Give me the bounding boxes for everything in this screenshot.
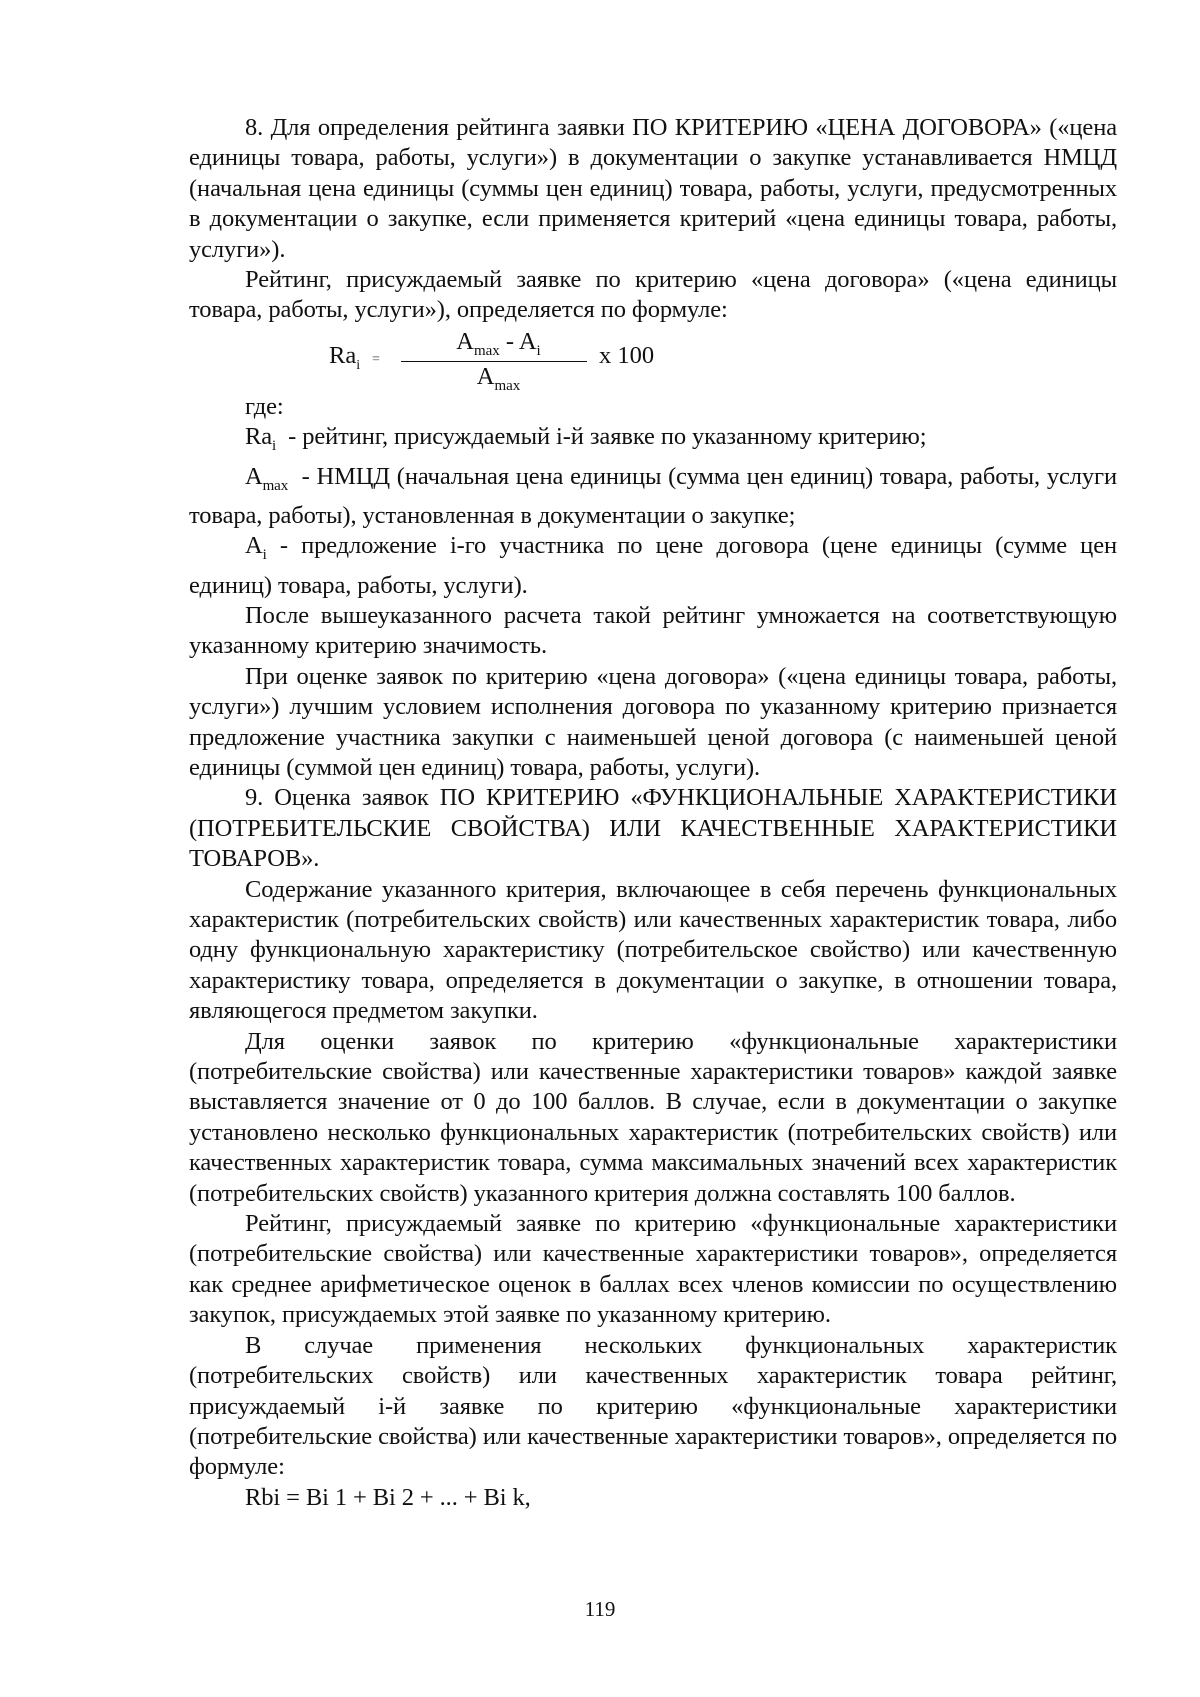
formula-lhs: $Ra_i$ — [329, 341, 361, 373]
def-rai: $Ra_i$ - рейтинг, присуждаемый i-й заявке по указанному критерию; — [245, 423, 927, 455]
fraction-bar — [401, 361, 587, 362]
formula-multiplier: x 100 — [599, 341, 655, 369]
price-rating-intro: Рейтинг, присуждаемый заявке по критерию «цена договора» («цена единицы товара, работы, услуги»), определяется по формуле: — [189, 266, 1117, 324]
formula-equals: = — [372, 351, 380, 367]
where-label: где: — [245, 392, 284, 420]
scoring-paragraph: Для оценки заявок по критерию «функциональные характеристики (потребительские свойства) или качественные характеристики товаров» каждой заявке выставляется значение от 0 до 100 баллов. В случае, если в документации о закупке установлено несколько функциональных характеристик (потребительских свойств) или качественных характеристик товара, сумма максимальных значений всех характеристик (потребительских свойств) указанного критерия должна составлять 100 баллов. — [189, 1027, 1117, 1207]
criterion-content-paragraph: Содержание указанного критерия, включающее в себя перечень функциональных характеристик (потребительских свойств) или качественных характеристик товара, либо одну функциональную характеристику (потребительское свойство) или качественную характеристику товара, определяется в документации о закупке, в отношении товара, являющегося предметом закупки. — [189, 875, 1117, 1025]
price-rating-formula — [189, 327, 1117, 394]
section-9-heading: 9. Оценка заявок ПО КРИТЕРИЮ «ФУНКЦИОНАЛЬНЫЕ ХАРАКТЕРИСТИКИ (ПОТРЕБИТЕЛЬСКИЕ СВОЙСТВА) ИЛИ КАЧЕСТВЕННЫЕ ХАРАКТЕРИСТИКИ ТОВАРОВ». — [189, 784, 1117, 873]
formula-numerator: $A_{max} - A_i$ — [456, 327, 541, 359]
multiple-characteristics-paragraph: В случае применения нескольких функциональных характеристик (потребительских свойств) или качественных характеристик товара рейтинг, присуждаемый i-й заявке по критерию «функциональные характеристики (потребительские свойства) или качественные характеристики товаров», определяется по формуле: — [189, 1331, 1117, 1481]
after-calculation-paragraph: После вышеуказанного расчета такой рейтинг умножается на соответствующую указанному критерию значимость. — [189, 601, 1117, 660]
rating-average-paragraph: Рейтинг, присуждаемый заявке по критерию «функциональные характеристики (потребительские свойства) или качественные характеристики товаров», определяется как среднее арифметическое оценок в баллах всех членов комиссии по осуществлению закупок, присуждаемых этой заявке по указанному критерию. — [189, 1210, 1117, 1329]
best-condition-paragraph: При оценке заявок по критерию «цена договора» («цена единицы товара, работы, услуги») лучшим условием исполнения договора по указанному критерию признается предложение участника закупки с наименьшей ценой договора (с наименьшей ценой единицы (суммой цен единиц) товара, работы, услуги). — [189, 662, 1117, 781]
section-8-paragraph: 8. Для определения рейтинга заявки ПО КРИТЕРИЮ «ЦЕНА ДОГОВОРА» («цена единицы товара, работы, услуги») в документации о закупке устанавливается НМЦД (начальная цена единицы (суммы цен единиц) товара, работы, услуги, предусмотренных в документации о закупке, если применяется критерий «цена единицы товара, работы, услуги»). — [189, 114, 1117, 263]
page-number: 119 — [584, 1597, 616, 1621]
formula-denominator: $A_{max}$ — [476, 362, 521, 394]
def-amax: $A_{max}$ - НМЦД (начальная цена единицы (сумма цен единиц) товара, работы, услуги товара, работы), установленная в документации о закупке; — [189, 462, 1117, 529]
rbi-formula: Rbi = Bi 1 + Bi 2 + ... + Bi k, — [245, 1483, 531, 1511]
document-page — [189, 113, 1117, 1513]
def-ai: $A_i$ - предложение i-го участника по цене договора (цене единицы (сумме цен единиц) товара, работы, услуги). — [189, 532, 1117, 599]
